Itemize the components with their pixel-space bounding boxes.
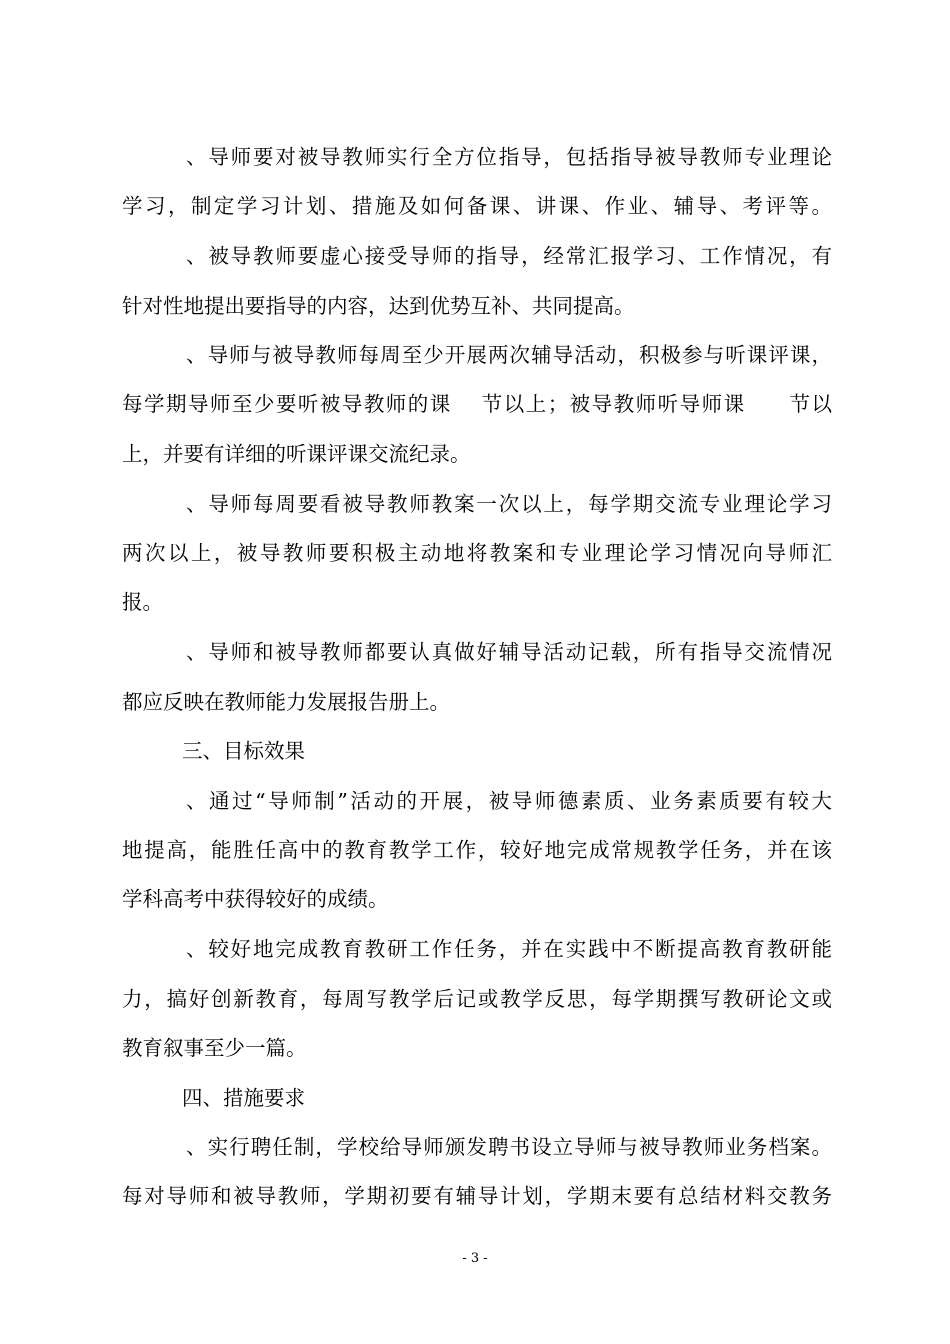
paragraph-line: 报。 — [122, 590, 163, 614]
paragraph-line: 、导师要对被导教师实行全方位指导，包括指导被导教师专业理论 — [186, 145, 832, 169]
paragraph-line: 每学期导师至少要听被导教师的课 节以上；被导教师听导师课 节以 — [122, 392, 832, 416]
paragraph-line: 、被导教师要虚心接受导师的指导，经常汇报学习、工作情况，有 — [186, 244, 832, 268]
paragraph-line: 、通过“导师制”活动的开展，被导师德素质、业务素质要有较大 — [186, 789, 832, 813]
paragraph-line: 、导师与被导教师每周至少开展两次辅导活动，积极参与听课评课， — [186, 343, 832, 367]
section-heading: 四、措施要求 — [182, 1086, 305, 1110]
paragraph-line: 力，搞好创新教育，每周写教学后记或教学反思，每学期撰写教研论文或 — [122, 987, 832, 1011]
paragraph-line: 上，并要有详细的听课评课交流纪录。 — [122, 442, 471, 466]
paragraph-line: 、导师和被导教师都要认真做好辅导活动记载，所有指导交流情况 — [186, 640, 832, 664]
paragraph-line: 学科高考中获得较好的成绩。 — [122, 887, 389, 911]
page-number: - 3 - — [462, 1251, 488, 1266]
paragraph-line: 两次以上，被导教师要积极主动地将教案和专业理论学习情况向导师汇 — [122, 541, 832, 565]
paragraph-line: 地提高，能胜任高中的教育教学工作，较好地完成常规教学任务，并在该 — [122, 838, 832, 862]
paragraph-line: 、导师每周要看被导教师教案一次以上，每学期交流专业理论学习 — [186, 492, 832, 516]
section-heading: 三、目标效果 — [182, 739, 305, 763]
paragraph-line: 教育叙事至少一篇。 — [122, 1036, 307, 1060]
paragraph-line: 都应反映在教师能力发展报告册上。 — [122, 690, 450, 714]
paragraph-line: 学习，制定学习计划、措施及如何备课、讲课、作业、辅导、考评等。 — [122, 194, 832, 218]
paragraph-line: 、实行聘任制，学校给导师颁发聘书设立导师与被导教师业务档案。 — [186, 1135, 832, 1159]
paragraph-line: 每对导师和被导教师，学期初要有辅导计划，学期末要有总结材料交教务 — [122, 1184, 832, 1208]
paragraph-line: 、较好地完成教育教研工作任务，并在实践中不断提高教育教研能 — [186, 937, 832, 961]
paragraph-line: 针对性地提出要指导的内容，达到优势互补、共同提高。 — [122, 294, 635, 318]
